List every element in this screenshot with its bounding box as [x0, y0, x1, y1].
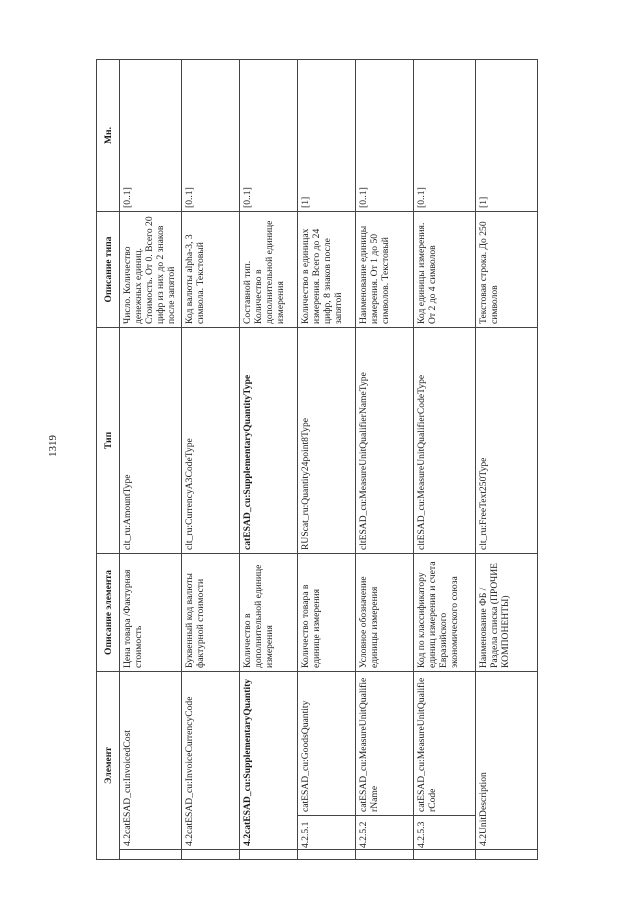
row-type: clt_ru:CurrencyA3CodeType	[182, 328, 240, 554]
header-multiplicity: Мн.	[97, 60, 120, 212]
row-multiplicity: [0..1]	[414, 60, 476, 212]
row-element-description: Условное обозначение единицы измерения	[356, 554, 414, 672]
row-multiplicity: [0..1]	[240, 60, 298, 212]
table-row	[356, 60, 414, 860]
indent-cell	[182, 850, 240, 860]
row-type: cltESAD_cu:MeasureUnitQualifierNameType	[356, 328, 414, 554]
row-type: catESAD_cu:SupplementaryQuantityType	[240, 328, 298, 554]
row-element: catESAD_cu:MeasureUnitQualifierName	[356, 672, 414, 816]
indent-cell	[240, 850, 298, 860]
row-type-description: Количество в единицах измерения. Всего до 24 цифр, 8 знаков после запятой	[298, 212, 356, 328]
row-type-description: Число. Количество денежных единиц. Стоимость. От 0. Всего 20 цифр из них до 2 знаков после запятой	[120, 212, 182, 328]
row-multiplicity: [1]	[476, 60, 538, 212]
row-element-description: Код по классификатору единиц измерения и счета Евразийского экономического союза	[414, 554, 476, 672]
header-element-description: Описание элемента	[97, 554, 120, 672]
row-element: catESAD_cu:GoodsQuantity	[298, 672, 356, 816]
indent-cell	[414, 850, 476, 860]
row-element-description: Количество в дополнительной единице измерения	[240, 554, 298, 672]
row-number: 4.2.5.2	[356, 816, 414, 850]
row-element: catESAD_cu:MeasureUnitQualifierCode	[414, 672, 476, 816]
element-table	[96, 59, 538, 860]
table-row	[120, 60, 182, 860]
row-element: 4.2UnitDescription	[476, 672, 538, 850]
row-element: 4.2catESAD_cu:InvoicedCost	[120, 672, 182, 850]
row-type: clt_ru:FreeText250Type	[476, 328, 538, 554]
row-number: 4.2.5.1	[298, 816, 356, 850]
header-type-description: Описание типа	[97, 212, 120, 328]
element-name: catESAD_cu:SupplementaryQuantity	[242, 678, 253, 834]
row-type: cltESAD_cu:MeasureUnitQualifierCodeType	[414, 328, 476, 554]
row-type-description: Код единицы измерения. От 2 до 4 символов	[414, 212, 476, 328]
row-element-description: Буквенный код валюты фактурной стоимости	[182, 554, 240, 672]
row-element-description: Количество товара в единице измерения	[298, 554, 356, 672]
element-name: UnitDescription	[478, 772, 489, 834]
header-element: Элемент	[97, 672, 120, 860]
indent-cell	[298, 850, 356, 860]
indent-cell	[476, 850, 538, 860]
row-multiplicity: [0..1]	[120, 60, 182, 212]
row-type-description: Код валюты alpha-3, 3 символа. Текстовый	[182, 212, 240, 328]
row-number: 4.2.5.3	[414, 816, 476, 850]
table-row	[240, 60, 298, 860]
page-number: 1319	[47, 435, 59, 457]
row-element-description: Наименование ФБ / Раздела списка (ПРОЧИЕ КОМПОНЕНТЫ)	[476, 554, 538, 672]
indent-cell	[356, 850, 414, 860]
element-name: catESAD_cu:InvoiceCurrencyCode	[184, 696, 195, 834]
rotated-table-area	[96, 60, 536, 860]
table-row	[298, 60, 356, 860]
indent-cell	[120, 850, 182, 860]
row-element: 4.2catESAD_cu:InvoiceCurrencyCode	[182, 672, 240, 850]
row-multiplicity: [0..1]	[356, 60, 414, 212]
row-type-description: Составной тип. Количество в дополнительной единице измерения	[240, 212, 298, 328]
table-row	[476, 60, 538, 860]
element-name: catESAD_cu:InvoicedCost	[122, 730, 133, 834]
row-type: clt_ru:AmountType	[120, 328, 182, 554]
table-header-row	[97, 60, 120, 860]
table-row	[182, 60, 240, 860]
row-multiplicity: [0..1]	[182, 60, 240, 212]
row-element: 4.2catESAD_cu:SupplementaryQuantity	[240, 672, 298, 850]
table-row	[414, 60, 476, 860]
row-type: RUScat_ru:Quantity24point8Type	[298, 328, 356, 554]
row-type-description: Текстовая строка. До 250 символов	[476, 212, 538, 328]
row-multiplicity: [1]	[298, 60, 356, 212]
header-type: Тип	[97, 328, 120, 554]
row-element-description: Цена товара /Фактурная стоимость	[120, 554, 182, 672]
row-type-description: Наименование единицы измерения. От 1 до 50 символов. Текстовый	[356, 212, 414, 328]
